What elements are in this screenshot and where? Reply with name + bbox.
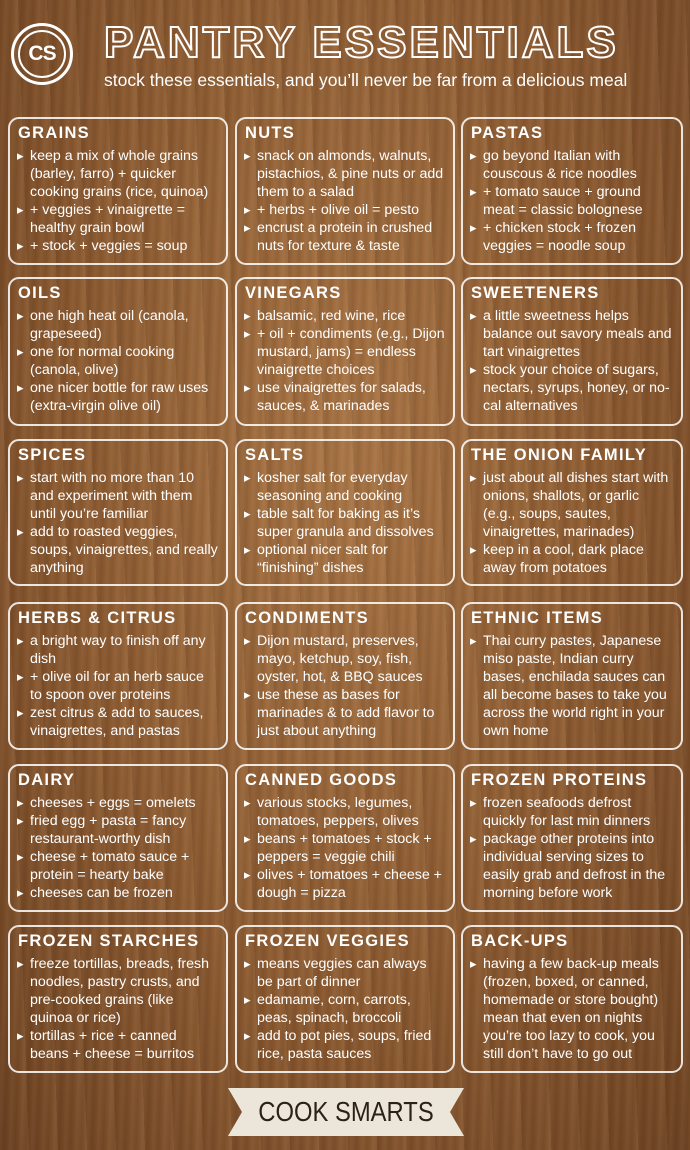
list-item: ▸ optional nicer salt for “finishing” dishes [244,541,445,577]
list-item: ▸ various stocks, legumes, tomatoes, peppers, olives [244,794,445,830]
card-list [244,955,445,1063]
list-item: ▸ add to pot pies, soups, fried rice, pasta sauces [244,1027,445,1063]
list-item: ▸ frozen seafoods defrost quickly for last min dinners [470,794,673,830]
card-oils [8,277,228,426]
list-item: ▸ table salt for baking as it’s super granula and dissolves [244,505,445,541]
footer-banner [228,1088,464,1136]
card-grains [8,117,228,265]
list-item: ▸ freeze tortillas, breads, fresh noodles, pastry crusts, and pre-cooked grains (like quinoa or rice) [17,955,218,1027]
card-canned-goods [235,764,455,912]
banner-text: COOK SMARTS [258,1096,434,1127]
card-the-onion-family [461,439,683,586]
list-item: ▸ use vinaigrettes for salads, sauces, & marinades [244,379,445,415]
list-item: ▸ one high heat oil (canola, grapeseed) [17,307,218,343]
list-item: ▸ beans + tomatoes + stock + peppers = veggie chili [244,830,445,866]
card-title: FROZEN VEGGIES [245,932,410,950]
card-title: HERBS & CITRUS [18,609,177,627]
list-item: ▸ use these as bases for marinades & to add flavor to just about anything [244,686,445,740]
list-item: ▸ keep in a cool, dark place away from potatoes [470,541,673,577]
list-item: ▸ fried egg + pasta = fancy restaurant-worthy dish [17,812,218,848]
card-title: SALTS [245,446,305,464]
card-title: SPICES [18,446,87,464]
card-back-ups [461,925,683,1073]
card-title: GRAINS [18,124,90,142]
card-frozen-starches [8,925,228,1073]
list-item: ▸ snack on almonds, walnuts, pistachios, & pine nuts or add them to a salad [244,147,445,201]
card-list [17,307,218,415]
list-item: ▸ keep a mix of whole grains (barley, farro) + quicker cooking grains (rice, quinoa) [17,147,218,201]
card-ethnic-items [461,602,683,750]
header [0,0,690,112]
list-item: ▸ cheeses + eggs = omelets [17,794,218,812]
list-item: ▸ + chicken stock + frozen veggies = noodle soup [470,219,673,255]
card-title: FROZEN STARCHES [18,932,200,950]
card-spices [8,439,228,586]
card-list [17,955,218,1063]
list-item: ▸ encrust a protein in crushed nuts for texture & taste [244,219,445,255]
card-title: THE ONION FAMILY [471,446,648,464]
list-item: ▸ edamame, corn, carrots, peas, spinach, broccoli [244,991,445,1027]
list-item: ▸ tortillas + rice + canned beans + cheese = burritos [17,1027,218,1063]
list-item: ▸ means veggies can always be part of dinner [244,955,445,991]
card-list [470,955,673,1063]
card-title: CONDIMENTS [245,609,369,627]
card-title: CANNED GOODS [245,771,398,789]
card-pastas [461,117,683,265]
list-item: ▸ Dijon mustard, preserves, mayo, ketchup, soy, fish, oyster, hot, & BBQ sauces [244,632,445,686]
card-herbs-citrus [8,602,228,750]
card-list [244,632,445,740]
card-condiments [235,602,455,750]
list-item: ▸ olives + tomatoes + cheese + dough = pizza [244,866,445,902]
card-title: DAIRY [18,771,76,789]
card-salts [235,439,455,586]
list-item: ▸ go beyond Italian with couscous & rice noodles [470,147,673,183]
list-item: ▸ + herbs + olive oil = pesto [244,201,445,219]
card-list [470,147,673,255]
list-item: ▸ cheese + tomato sauce + protein = hearty bake [17,848,218,884]
card-list [244,794,445,902]
card-title: NUTS [245,124,296,142]
card-dairy [8,764,228,912]
card-vinegars [235,277,455,426]
card-frozen-proteins [461,764,683,912]
list-item: ▸ start with no more than 10 and experiment with them until you’re familiar [17,469,218,523]
card-list [470,307,673,415]
card-sweeteners [461,277,683,426]
list-item: ▸ stock your choice of sugars, nectars, syrups, honey, or no-cal alternatives [470,361,673,415]
card-title: BACK-UPS [471,932,569,950]
list-item: ▸ balsamic, red wine, rice [244,307,445,325]
list-item: ▸ a little sweetness helps balance out savory meals and tart vinaigrettes [470,307,673,361]
card-list [470,469,673,577]
list-item: ▸ + olive oil for an herb sauce to spoon over proteins [17,668,218,704]
list-item: ▸ + stock + veggies = soup [17,237,218,255]
list-item: ▸ + veggies + vinaigrette = healthy grain bowl [17,201,218,237]
card-frozen-veggies [235,925,455,1073]
list-item: ▸ having a few back-up meals (frozen, boxed, or canned, homemade or store bought) mean that even on nights you’re too lazy to cook, you still don’t have to go out [470,955,673,1063]
card-list [244,469,445,577]
card-list [17,147,218,255]
card-nuts [235,117,455,265]
cook-smarts-logo [11,23,73,85]
card-title: SWEETENERS [471,284,600,302]
list-item: ▸ Thai curry pastes, Japanese miso paste, Indian curry bases, enchilada sauces can all become bases to take you across the world right in your own home [470,632,673,740]
card-list [244,307,445,415]
card-list [17,469,218,577]
card-title: OILS [18,284,62,302]
page-subtitle: stock these essentials, and you’ll never be far from a delicious meal [104,70,628,90]
page-title: PANTRY ESSENTIALS [104,18,619,67]
list-item: ▸ cheeses can be frozen [17,884,218,902]
logo-monogram: CS [18,30,66,78]
card-list [244,147,445,255]
list-item: ▸ one for normal cooking (canola, olive) [17,343,218,379]
list-item: ▸ zest citrus & add to sauces, vinaigrettes, and pastas [17,704,218,740]
card-list [17,794,218,902]
card-list [470,632,673,740]
list-item: ▸ kosher salt for everyday seasoning and cooking [244,469,445,505]
list-item: ▸ one nicer bottle for raw uses (extra-virgin olive oil) [17,379,218,415]
card-title: VINEGARS [245,284,342,302]
card-list [17,632,218,740]
list-item: ▸ add to roasted veggies, soups, vinaigrettes, and really anything [17,523,218,577]
card-title: FROZEN PROTEINS [471,771,648,789]
list-item: ▸ a bright way to finish off any dish [17,632,218,668]
card-title: ETHNIC ITEMS [471,609,604,627]
list-item: ▸ + oil + condiments (e.g., Dijon mustard, jams) = endless vinaigrette choices [244,325,445,379]
card-title: PASTAS [471,124,544,142]
list-item: ▸ package other proteins into individual serving sizes to easily grab and defrost in the morning before work [470,830,673,902]
list-item: ▸ + tomato sauce + ground meat = classic bolognese [470,183,673,219]
list-item: ▸ just about all dishes start with onions, shallots, or garlic (e.g., soups, sautes, vinaigrettes, marinades) [470,469,673,541]
card-list [470,794,673,902]
